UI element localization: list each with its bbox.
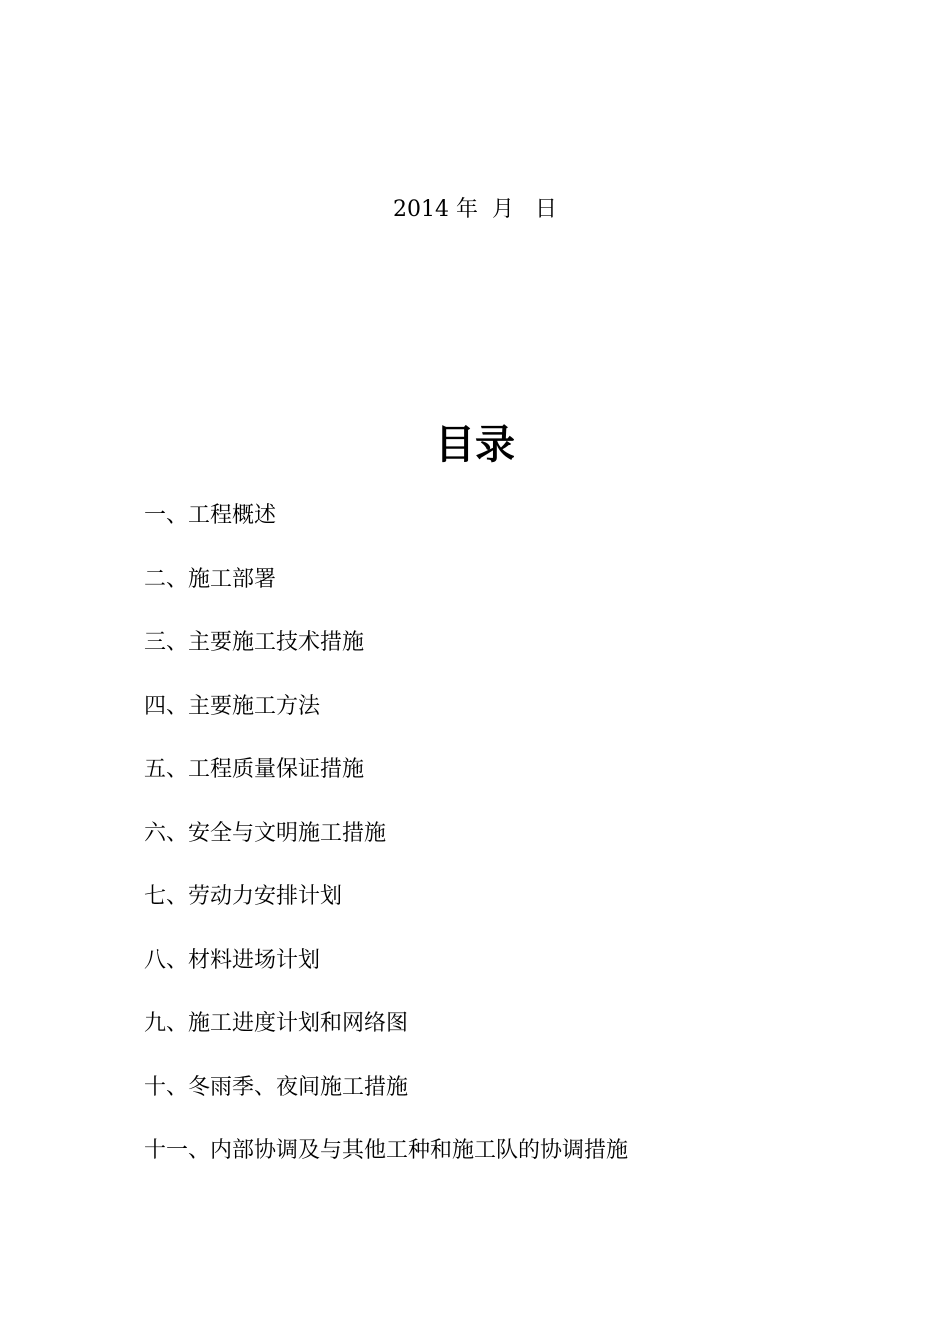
toc-item-8: 八、材料进场计划	[144, 947, 321, 973]
toc-item-5: 五、工程质量保证措施	[144, 757, 365, 782]
toc-title: 目录	[435, 422, 515, 468]
toc-item-10: 十、冬雨季、夜间施工措施	[144, 1074, 409, 1100]
toc-item-11: 十一、内部协调及与其他工种和施工队的协调措施	[144, 1138, 629, 1163]
toc-item-4: 四、主要施工方法	[144, 693, 321, 719]
toc-list	[144, 500, 844, 1199]
toc-item-7: 七、劳动力安排计划	[144, 884, 343, 909]
toc-item-2: 二、施工部署	[144, 566, 277, 592]
toc-item-6: 六、安全与文明施工措施	[144, 820, 387, 846]
toc-item-3: 三、主要施工技术措施	[144, 630, 365, 655]
date-line: 2014 年 月 日	[393, 197, 557, 222]
toc-item-1: 一、工程概述	[144, 503, 277, 528]
toc-item-9: 九、施工进度计划和网络图	[144, 1011, 409, 1036]
